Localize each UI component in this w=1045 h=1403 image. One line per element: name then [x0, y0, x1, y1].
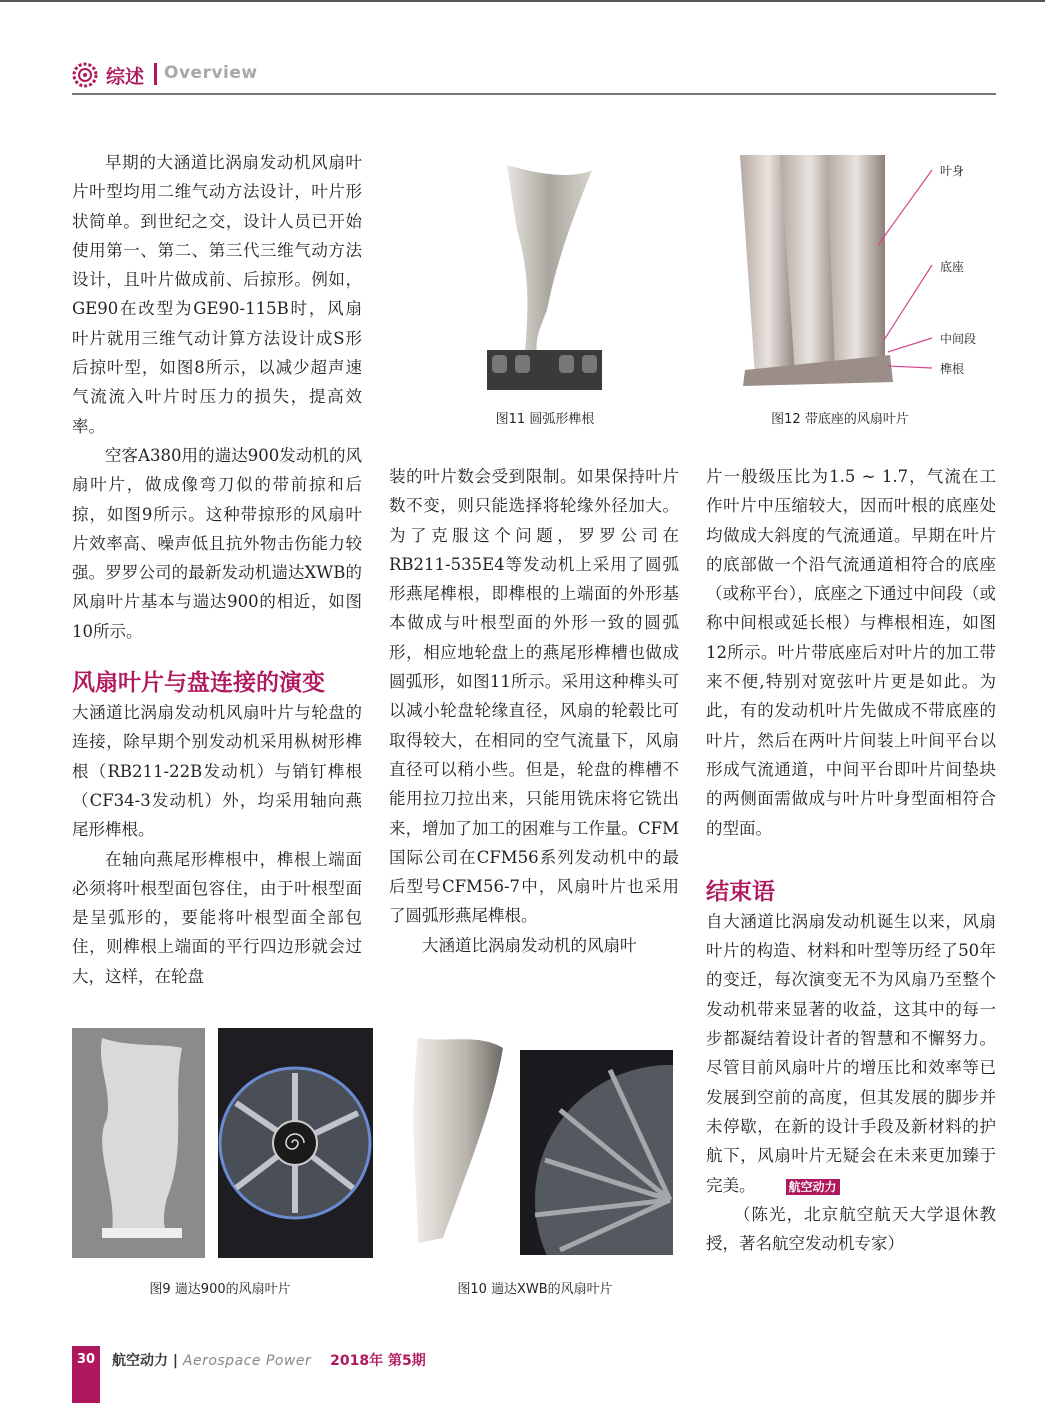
paragraph: 在轴向燕尾形榫根中，榫根上端面必须将叶根型面包容住，由于叶根型面是呈弧形的，要能将叶根型面全部包住，则榫根上端面的平行四边形就会过大，这样，在轮盘: [72, 849, 362, 986]
figure-10-fan-image: [520, 1050, 673, 1255]
footer-text: [112, 1350, 426, 1370]
paragraph: 空客A380用的遄达900发动机的风扇叶片，做成像弯刀似的带前掠和后掠，如图9所示。这种带掠形的风扇叶片效率高、噪声低且抗外物击伤能力较强。罗罗公司的最新发动机遄达XWB的风扇叶片基本与遄达900的相近，如图10所示。: [72, 445, 362, 641]
figure-11-caption: 图11 圆弧形榫根: [495, 412, 595, 427]
section-heading: 结束语: [706, 878, 775, 905]
figure-9-caption: 图9 遄达900的风扇叶片: [149, 1282, 291, 1297]
magazine-name-cn: 航空动力: [112, 1353, 168, 1369]
figure-12-label-middle: 中间段: [940, 332, 977, 346]
paragraph: 大涵道比涡扇发动机风扇叶片与轮盘的连接，除早期个别发动机采用枞树形榫根（RB211-22B发动机）与销钉榫根（CF34-3发动机）外，均采用轴向燕尾形榫根。: [72, 703, 362, 840]
paragraph: 片一般级压比为1.5 ~ 1.7，气流在工作叶片中压缩较大，因而叶根的底座处均做成大斜度的气流通道。早期在叶片的底部做一个沿气流通道相符合的底座（或称平台），底座之下通过中间段（或称中间根或延长根）与榫根相连，如图12所示。叶片带底座后对叶片的加工带来不便,特别对宽弦叶片更是如此。为此，有的发动机叶片先做成不带底座的叶片，然后在两叶片间装上叶间平台以形成气流通道，中间平台即叶片间垫块的两侧面需做成与叶片叶身型面相符合的型面。: [706, 467, 996, 838]
figure-11-image: [487, 160, 602, 390]
figure-10-blade-image: [398, 1028, 508, 1258]
column-1: [72, 148, 362, 991]
paragraph: [706, 907, 996, 1200]
header-rule: [72, 93, 996, 95]
top-border: [0, 0, 1045, 2]
paragraph: 早期的大涵道比涡扇发动机风扇叶片叶型均用二维气动方法设计，叶片形状简单。到世纪之交，设计人员已开始使用第一、第二、第三代三维气动方法设计，且叶片做成前、后掠形。例如，GE90在改型为GE90-115B时，风扇叶片就用三维气动计算方法设计成S形后掠叶型，如图8所示，以减少超声速气流流入叶片时压力的损失，提高效率。: [72, 153, 362, 436]
issue-info: 2018年 第5期: [330, 1353, 426, 1369]
page-number: 30: [76, 1352, 96, 1367]
paragraph-text: 自大涵道比涡扇发动机诞生以来，风扇叶片的构造、材料和叶型等历经了50年的变迁，每次演变无不为风扇乃至整个发动机带来显著的收益，这其中的每一步都凝结着设计者的智慧和不懈努力。尽管目前风扇叶片的增压比和效率等已发展到空前的高度，但其发展的脚步并未停歇，在新的设计手段及新材料的护航下，风扇叶片无疑会在未来更加臻于完美。: [706, 911, 996, 1195]
paragraph: 装的叶片数会受到限制。如果保持叶片数不变，则只能选择将轮缘外径加大。为了克服这个问题，罗罗公司在RB211-535E4等发动机上采用了圆弧形燕尾榫根，即榫根的上端面的外形基本做成与叶根型面的外形一致的圆弧形，相应地轮盘上的燕尾形榫槽也做成圆弧形，如图11所示。采用这种榫头可以减小轮盘轮缘直径，风扇的轮毂比可取得较大，在相同的空气流量下，风扇直径可以稍小些。但是，轮盘的榫槽不能用拉刀拉出来，只能用铣床将它铣出来，增加了加工的困难与工作量。CFM国际公司在CFM56系列发动机中的最后型号CFM56-7中，风扇叶片也采用了圆弧形燕尾榫根。: [389, 467, 679, 926]
figure-10-caption: 图10 遄达XWB的风扇叶片: [457, 1282, 613, 1297]
section-title-cn: 综述: [106, 66, 145, 88]
figure-12-label-platform: 底座: [940, 260, 965, 274]
figure-9-fan-image: [218, 1028, 373, 1258]
magazine-name-en: Aerospace Power: [182, 1353, 312, 1369]
journal-logo-icon: [72, 62, 98, 88]
figure-9-blade-image: [72, 1028, 205, 1258]
figure-12-label-root: 榫根: [940, 362, 965, 376]
end-mark: 航空动力: [786, 1179, 840, 1195]
header-divider: [154, 63, 157, 85]
column-2: [389, 462, 679, 960]
section-title-en: Overview: [164, 63, 258, 83]
section-heading: 风扇叶片与盘连接的演变: [72, 670, 325, 697]
author-note: （陈光，北京航空航天大学退休教授，著名航空发动机专家）: [706, 1204, 996, 1254]
column-3: [706, 462, 996, 1258]
figure-12-caption: 图12 带底座的风扇叶片: [771, 412, 909, 427]
page-header: [72, 58, 996, 96]
figure-12-label-arrows: [870, 160, 940, 380]
figure-12-label-body: 叶身: [940, 164, 965, 178]
footer-divider: |: [172, 1353, 183, 1369]
paragraph: 大涵道比涡扇发动机的风扇叶: [422, 935, 637, 955]
